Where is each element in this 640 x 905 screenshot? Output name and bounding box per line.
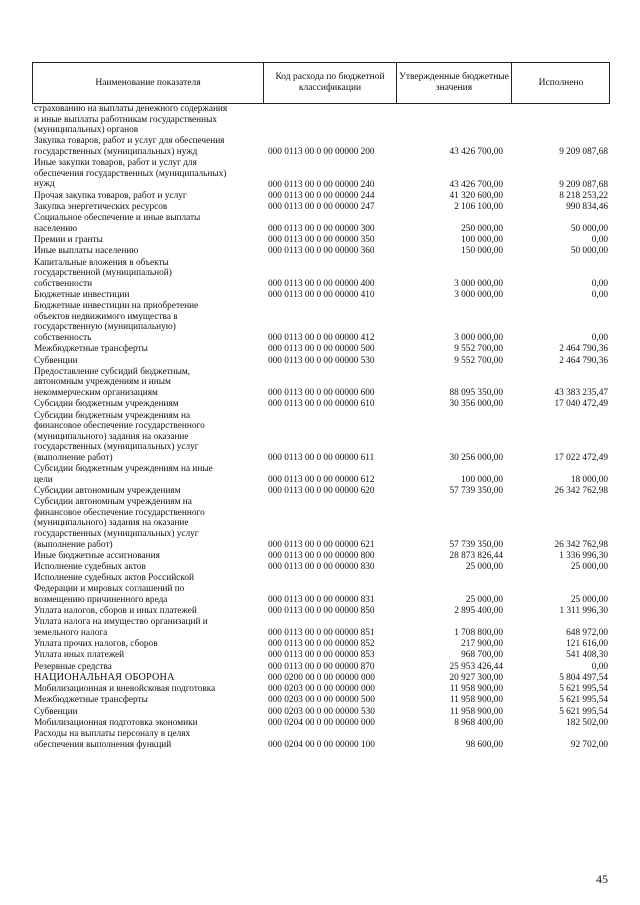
- row-name-line: обеспечения выполнения функций: [34, 739, 172, 750]
- row-done: 9 209 087,68: [559, 147, 608, 158]
- row-done: 26 342 762,98: [554, 539, 608, 550]
- row-name: [34, 258, 266, 290]
- row-done: 1 311 996,30: [559, 605, 608, 616]
- table-row: [0, 662, 640, 673]
- row-code: 000 0113 00 0 00 00000 611: [268, 452, 375, 463]
- row-name: [34, 104, 266, 136]
- row-name: [34, 301, 266, 343]
- row-code: 000 0204 00 0 00 00000 100: [268, 739, 375, 750]
- row-name-line: Исполнение судебных актов Российской: [34, 573, 194, 584]
- row-name-line: Субсидии автономным учреждениям на: [34, 497, 192, 508]
- row-name-line: земельного налога: [34, 627, 108, 638]
- row-name: [34, 718, 266, 729]
- row-done: 5 621 995,54: [559, 706, 608, 717]
- row-done: 2 464 790,36: [559, 355, 608, 366]
- row-name-line: Бюджетные инвестиции: [34, 290, 130, 301]
- row-code: 000 0113 00 0 00 00000 530: [268, 355, 375, 366]
- row-name: [34, 695, 266, 706]
- row-name: [34, 551, 266, 562]
- row-plan: 150 000,00: [461, 246, 503, 257]
- table-row: [0, 290, 640, 301]
- row-name-line: обеспечения государственных (муниципальных): [34, 168, 227, 179]
- row-name-line: Субсидии бюджетным учреждениям на: [34, 410, 191, 421]
- table-row: [0, 562, 640, 573]
- row-done: 8 218 253,22: [559, 190, 608, 201]
- table-row: [0, 213, 640, 234]
- row-plan: 968 700,00: [461, 650, 503, 661]
- table-row: [0, 464, 640, 485]
- row-name: [34, 344, 266, 355]
- row-done: 26 342 762,98: [554, 486, 608, 497]
- row-name-line: (муниципальных) органов: [34, 125, 139, 136]
- row-done: 18 000,00: [570, 474, 608, 485]
- row-plan: 25 953 426,44: [449, 661, 503, 672]
- row-name-line: Иные выплаты населению: [34, 246, 139, 257]
- row-name: [34, 486, 266, 497]
- row-name: [34, 606, 266, 617]
- table-row: [0, 573, 640, 605]
- row-done: 92 702,00: [570, 739, 608, 750]
- header-code: Код расхода по бюджетной классификации: [263, 63, 396, 103]
- row-name: [34, 235, 266, 246]
- row-plan: 25 000,00: [465, 594, 503, 605]
- row-name: [34, 639, 266, 650]
- row-name-line: Иные закупки товаров, работ и услуг для: [34, 158, 197, 169]
- table-row: [0, 617, 640, 638]
- row-name-line: государственных (муниципальных) услуг: [34, 529, 199, 540]
- row-plan: 11 958 900,00: [449, 706, 503, 717]
- row-code: 000 0113 00 0 00 00000 600: [268, 388, 375, 399]
- table-row: [0, 684, 640, 695]
- table-row: [0, 486, 640, 497]
- table-header: [32, 62, 610, 104]
- row-code: 000 0113 00 0 00 00000 620: [268, 486, 375, 497]
- row-name: [34, 662, 266, 673]
- row-name-line: Иные бюджетные ассигнования: [34, 550, 160, 561]
- row-code: 000 0113 00 0 00 00000 247: [268, 202, 375, 212]
- row-plan: 1 708 800,00: [454, 627, 503, 638]
- row-name: [34, 464, 266, 485]
- row-name-line: автономным учреждениям и иным: [34, 377, 171, 388]
- row-done: 541 408,30: [566, 650, 608, 661]
- row-plan: 57 739 350,00: [449, 486, 503, 497]
- row-plan: 30 256 000,00: [449, 452, 503, 463]
- row-done: 182 502,00: [566, 717, 608, 728]
- row-plan: 217 900,00: [461, 639, 503, 649]
- row-plan: 100 000,00: [461, 235, 503, 246]
- row-plan: 30 356 000,00: [449, 399, 503, 410]
- row-name: [34, 411, 266, 464]
- row-name-line: Социальное обеспечение и иные выплаты: [34, 213, 201, 224]
- row-name-line: государственных (муниципальных) нужд: [34, 147, 198, 158]
- row-name-line: Субвенции: [34, 355, 78, 366]
- row-plan: 11 958 900,00: [449, 684, 503, 694]
- row-done: 1 336 996,30: [559, 550, 608, 561]
- row-name-line: Мобилизационная и вневойсковая подготовка: [34, 684, 216, 694]
- row-name: [34, 202, 266, 213]
- row-name-line: Закупка энергетических ресурсов: [34, 202, 168, 212]
- row-plan: 3 000 000,00: [454, 290, 503, 301]
- row-plan: 25 000,00: [465, 562, 503, 573]
- header-name: Наименование показателя: [95, 77, 201, 88]
- row-plan: 250 000,00: [461, 223, 503, 234]
- table-row: [0, 729, 640, 750]
- row-code: 000 0113 00 0 00 00000 830: [268, 562, 375, 573]
- row-done: 25 000,00: [570, 594, 608, 605]
- row-name-line: возмещению причиненного вреда: [34, 594, 168, 605]
- row-name: [34, 562, 266, 573]
- row-name-line: цели: [34, 474, 53, 485]
- row-code: 000 0113 00 0 00 00000 410: [268, 290, 375, 301]
- row-name-line: и иные выплаты работникам государственных: [34, 114, 218, 125]
- row-code: 000 0113 00 0 00 00000 870: [268, 661, 375, 672]
- row-code: 000 0203 00 0 00 00000 500: [268, 695, 375, 706]
- row-plan: 100 000,00: [461, 474, 503, 485]
- table-row: [0, 136, 640, 157]
- row-name-line: финансовое обеспечение государственного: [34, 507, 205, 518]
- row-name-line: Закупка товаров, работ и услуг для обеспечения: [34, 136, 225, 147]
- row-name-line: Субсидии бюджетным учреждениям: [34, 399, 179, 410]
- row-name: [34, 213, 266, 234]
- row-code: 000 0113 00 0 00 00000 851: [268, 627, 375, 638]
- table-row: [0, 235, 640, 246]
- row-name-line: (выполнение работ): [34, 539, 113, 550]
- row-plan: 43 426 700,00: [449, 147, 503, 158]
- table-row: [0, 695, 640, 706]
- table-row: [0, 367, 640, 399]
- row-done: 990 834,46: [566, 202, 608, 212]
- row-done: 50 000,00: [570, 223, 608, 234]
- row-name-line: Премии и гранты: [34, 235, 103, 246]
- row-name: [34, 399, 266, 410]
- table-row: [0, 707, 640, 718]
- table-row: [0, 551, 640, 562]
- row-name-line: Федерации и мировых соглашений по: [34, 584, 185, 595]
- row-done: 5 621 995,54: [559, 695, 608, 706]
- row-name: [34, 617, 266, 638]
- row-name: [34, 136, 266, 157]
- row-plan: 3 000 000,00: [454, 278, 503, 289]
- row-name-line: населению: [34, 223, 78, 234]
- row-name-line: государственную (муниципальную): [34, 322, 176, 333]
- row-plan: 3 000 000,00: [454, 333, 503, 344]
- row-code: 000 0200 00 0 00 00000 000: [268, 672, 375, 683]
- row-code: 000 0113 00 0 00 00000 621: [268, 539, 375, 550]
- row-name-line: государственной (муниципальной): [34, 268, 172, 279]
- row-done: 25 000,00: [570, 562, 608, 573]
- row-done: 0,00: [591, 235, 608, 246]
- table-row: [0, 202, 640, 213]
- row-code: 000 0113 00 0 00 00000 244: [268, 190, 375, 201]
- row-plan: 9 552 700,00: [454, 344, 503, 355]
- table-row: [0, 718, 640, 729]
- row-code: 000 0113 00 0 00 00000 852: [268, 639, 375, 649]
- row-code: 000 0113 00 0 00 00000 853: [268, 650, 375, 661]
- row-name: [34, 729, 266, 750]
- row-done: 9 209 087,68: [559, 179, 608, 190]
- row-plan: 88 095 350,00: [449, 388, 503, 399]
- row-name-line: (муниципального) задания на оказание: [34, 518, 189, 529]
- row-code: 000 0113 00 0 00 00000 850: [268, 605, 375, 616]
- table-row: [0, 344, 640, 355]
- row-name-line: Межбюджетные трансферты: [34, 344, 148, 355]
- row-code: 000 0113 00 0 00 00000 200: [268, 147, 375, 158]
- table-row: [0, 356, 640, 367]
- row-plan: 41 320 600,00: [449, 190, 503, 201]
- row-done: 0,00: [591, 278, 608, 289]
- table-row: [0, 497, 640, 550]
- row-plan: 43 426 700,00: [449, 179, 503, 190]
- table-row: [0, 191, 640, 202]
- row-done: 0,00: [591, 333, 608, 344]
- row-name-line: финансовое обеспечение государственного: [34, 421, 205, 432]
- row-name: [34, 290, 266, 301]
- page-number: 45: [596, 872, 608, 886]
- row-name-line: Резервные средства: [34, 661, 112, 672]
- row-name: [34, 684, 266, 695]
- row-code: 000 0204 00 0 00 00000 000: [268, 717, 375, 728]
- row-name-line: Прочая закупка товаров, работ и услуг: [34, 190, 187, 201]
- header-plan: Утвержденные бюджетные значения: [396, 63, 511, 103]
- row-plan: 20 927 300,00: [449, 672, 503, 683]
- table-row: [0, 258, 640, 290]
- row-plan: 2 106 100,00: [454, 202, 503, 212]
- row-code: 000 0113 00 0 00 00000 360: [268, 246, 375, 257]
- row-name-line: собственность: [34, 333, 92, 344]
- row-done: 121 616,00: [566, 639, 608, 649]
- row-code: 000 0113 00 0 00 00000 831: [268, 594, 375, 605]
- row-name: [34, 497, 266, 550]
- row-name-line: Уплата налогов, сборов и иных платежей: [34, 605, 197, 616]
- row-name-line: Межбюджетные трансферты: [34, 695, 148, 706]
- row-name: [34, 673, 266, 684]
- row-name-line: Субсидии автономным учреждениям: [34, 486, 181, 497]
- row-done: 0,00: [591, 661, 608, 672]
- row-name: [34, 356, 266, 367]
- row-code: 000 0113 00 0 00 00000 412: [268, 333, 375, 344]
- table-row: [0, 411, 640, 464]
- row-name: [34, 707, 266, 718]
- row-done: 5 804 497,54: [559, 672, 608, 683]
- row-name-line: Капитальные вложения в объекты: [34, 257, 169, 268]
- row-name: [34, 650, 266, 661]
- row-done: 43 383 235,47: [554, 388, 608, 399]
- row-name-line: (муниципального) задания на оказание: [34, 431, 189, 442]
- row-plan: 8 968 400,00: [454, 717, 503, 728]
- row-name: [34, 573, 266, 605]
- row-name-line: (выполнение работ): [34, 452, 113, 463]
- row-name: [34, 158, 266, 190]
- row-name: [34, 367, 266, 399]
- row-plan: 9 552 700,00: [454, 355, 503, 366]
- row-done: 648 972,00: [566, 627, 608, 638]
- row-name-line: Бюджетные инвестиции на приобретение: [34, 301, 199, 312]
- row-name-line: Субсидии бюджетным учреждениям на иные: [34, 464, 213, 475]
- row-plan: 11 958 900,00: [449, 695, 503, 706]
- row-code: 000 0113 00 0 00 00000 610: [268, 399, 375, 410]
- row-name-line: собственности: [34, 278, 93, 289]
- table-row: [0, 104, 640, 136]
- table-row: [0, 639, 640, 650]
- row-code: 000 0113 00 0 00 00000 240: [268, 179, 375, 190]
- row-done: 5 621 995,54: [559, 684, 608, 694]
- row-name-line: Уплата налога на имущество организаций и: [34, 617, 208, 628]
- row-code: 000 0113 00 0 00 00000 500: [268, 344, 375, 355]
- row-name-line: Расходы на выплаты персоналу в целях: [34, 729, 191, 739]
- row-code: 000 0113 00 0 00 00000 300: [268, 223, 375, 234]
- header-done: Исполнено: [511, 63, 610, 103]
- row-plan: 98 600,00: [465, 739, 503, 750]
- row-done: 50 000,00: [570, 246, 608, 257]
- table-row: [0, 399, 640, 410]
- row-plan: 57 739 350,00: [449, 539, 503, 550]
- row-done: 17 040 472,49: [554, 399, 608, 410]
- row-done: 2 464 790,36: [559, 344, 608, 355]
- row-plan: 28 873 826,44: [449, 550, 503, 561]
- row-name-line: Уплата прочих налогов, сборов: [34, 639, 158, 649]
- row-code: 000 0113 00 0 00 00000 400: [268, 278, 375, 289]
- row-name-line: объектов недвижимого имущества в: [34, 311, 178, 322]
- table-row: [0, 606, 640, 617]
- table-row: [0, 673, 640, 684]
- row-name-line: НАЦИОНАЛЬНАЯ ОБОРОНА: [34, 671, 175, 683]
- row-done: 17 022 472,49: [554, 452, 608, 463]
- row-name-line: Субвенции: [34, 706, 78, 717]
- row-code: 000 0113 00 0 00 00000 800: [268, 550, 375, 561]
- table-row: [0, 158, 640, 190]
- row-code: 000 0113 00 0 00 00000 350: [268, 235, 375, 246]
- table-row: [0, 650, 640, 661]
- row-code: 000 0203 00 0 00 00000 530: [268, 706, 375, 717]
- row-code: 000 0203 00 0 00 00000 000: [268, 684, 375, 694]
- row-code: 000 0113 00 0 00 00000 612: [268, 474, 375, 485]
- row-name-line: нужд: [34, 179, 55, 190]
- row-name-line: страхованию на выплаты денежного содержания: [34, 104, 228, 114]
- row-name-line: некоммерческим организациям: [34, 388, 158, 399]
- row-name: [34, 246, 266, 257]
- row-name-line: Исполнение судебных актов: [34, 562, 146, 573]
- row-name: [34, 191, 266, 202]
- row-name-line: государственных (муниципальных) услуг: [34, 442, 199, 453]
- table-row: [0, 246, 640, 257]
- table-row: [0, 301, 640, 343]
- row-plan: 2 895 400,00: [454, 605, 503, 616]
- row-done: 0,00: [591, 290, 608, 301]
- row-name-line: Мобилизационная подготовка экономики: [34, 717, 198, 728]
- row-name-line: Уплата иных платежей: [34, 650, 125, 661]
- row-name-line: Предоставление субсидий бюджетным,: [34, 366, 191, 377]
